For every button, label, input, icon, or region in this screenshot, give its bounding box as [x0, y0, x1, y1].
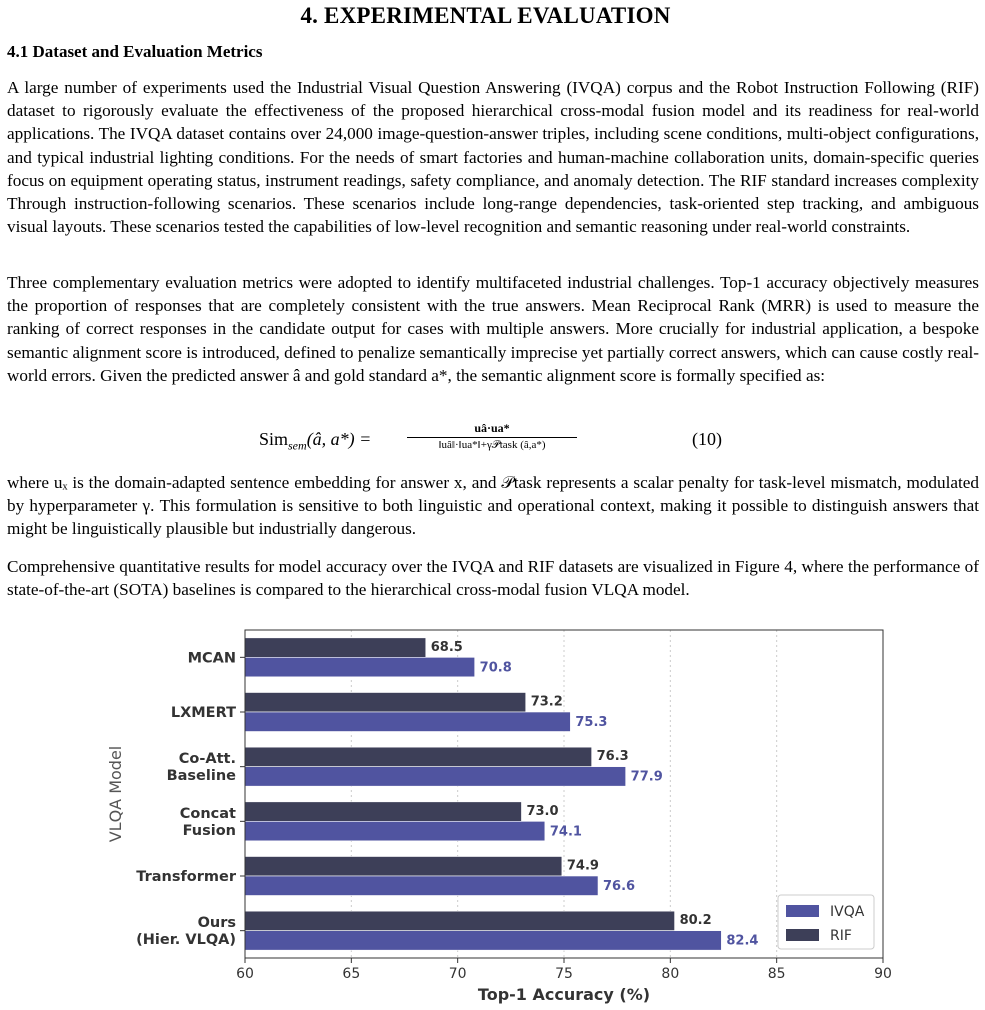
bar-rif [245, 857, 562, 877]
equation-lhs: Sim$_{sem}$(â, a*) = [259, 429, 372, 453]
bar-rif [245, 911, 675, 931]
y-tick-label: (Hier. VLQA) [136, 932, 236, 949]
bar-label-ivqa: 77.9 [630, 769, 663, 785]
bar-ivqa [245, 931, 721, 951]
paragraph-embedding: where uₓ is the domain-adapted sentence embedding for answer x, and 𝒫task represents a scalar penalty for task-level mismatch, modulated by hyperparameter γ. This formulation is sensitive to both linguistic and operational context, making it possible to distinguish answers that might be linguistically plausible but industrially dangerous. [7, 473, 979, 539]
bar-rif [245, 693, 526, 713]
bar-ivqa [245, 712, 570, 732]
y-tick-label: Ours [197, 915, 236, 932]
bar-rif [245, 747, 592, 767]
equation-numerator: uâ·ua* [407, 421, 577, 438]
x-tick-label: 60 [236, 966, 254, 982]
bar-label-ivqa: 70.8 [479, 660, 512, 676]
bar-label-ivqa: 76.6 [603, 879, 636, 894]
legend-swatch-ivqa [786, 905, 819, 917]
y-tick-label: Concat [179, 805, 236, 822]
bar-label-rif: 80.2 [679, 913, 712, 929]
legend-label-ivqa: IVQA [830, 904, 865, 920]
paragraph-metrics: Three complementary evaluation metrics were adopted to identify multifaceted industrial challenges. Top-1 accuracy objectively measures the proportion of responses that are completely consistent with the true answers. Mean Reciprocal Rank (MRR) is used to measure the ranking of correct responses in the candidate output for cases with multiple answers. More crucially for industrial application, a bespoke semantic alignment score is introduced, defined to penalize semantically imprecise yet partially correct answers, which can cause costly real-world errors. Given the predicted answer â and gold standard a*, the semantic alignment score is formally specified as: [7, 273, 979, 385]
bar-label-ivqa: 75.3 [575, 715, 608, 730]
equation-denominator: ‖uâ‖·‖ua*‖+γ𝒫task (â,a*) [438, 439, 546, 451]
paragraph-figure-ref: Comprehensive quantitative results for model accuracy over the IVQA and RIF datasets are visualized in Figure 4, where the performance of state-of-the-art (SOTA) baselines is compared to the hierarchical cross-modal fusion VLQA model. [7, 557, 979, 600]
x-tick-label: 65 [342, 966, 361, 982]
bar-label-rif: 68.5 [430, 639, 463, 655]
y-tick-label: Co-Att. [178, 751, 236, 768]
bar-rif [245, 638, 426, 658]
x-tick-label: 70 [448, 966, 467, 982]
bar-label-rif: 74.9 [566, 858, 599, 874]
y-tick-label: Fusion [182, 822, 236, 839]
x-tick-label: 90 [874, 966, 892, 982]
y-tick-label: Baseline [166, 768, 236, 785]
bar-label-ivqa: 82.4 [726, 933, 759, 949]
legend-swatch-rif [786, 929, 819, 941]
bar-rif [245, 802, 521, 822]
legend-label-rif: RIF [830, 928, 852, 944]
equation-number: (10) [692, 429, 722, 449]
bar-label-ivqa: 74.1 [549, 824, 582, 840]
y-tick-label: Transformer [136, 869, 236, 885]
y-tick-label: MCAN [187, 650, 236, 667]
bar-ivqa [245, 821, 545, 841]
bar-label-rif: 76.3 [596, 749, 629, 765]
x-axis-label: Top-1 Accuracy (%) [477, 985, 651, 1004]
bar-ivqa [245, 876, 598, 896]
subsection-title: 4.1 Dataset and Evaluation Metrics [7, 42, 263, 61]
x-tick-label: 75 [555, 966, 573, 982]
paragraph-datasets: A large number of experiments used the Industrial Visual Question Answering (IVQA) corpus and the Robot Instruction Following (RIF) dataset to rigorously evaluate the effectiveness of the proposed hierarchical cross-modal fusion model and its readiness for real-world applications. The IVQA dataset contains over 24,000 image-question-answer triples, including scene conditions, multi-object configurations, and typical industrial lighting conditions. For the needs of smart factories and human-machine collaboration units, domain-specific queries focus on equipment operating status, instrument readings, safety compliance, and anomaly detection. The RIF standard increases complexity Through instruction-following scenarios. These scenarios include long-range dependencies, task-oriented step tracking, and ambiguous visual layouts. These scenarios tested the capabilities of low-level recognition and semantic reasoning under real-world constraints. [7, 78, 979, 237]
bar-ivqa [245, 657, 475, 677]
section-title: 4. EXPERIMENTAL EVALUATION [300, 3, 671, 28]
y-axis-label: VLQA Model [106, 745, 125, 843]
x-tick-label: 85 [767, 966, 786, 982]
bar-label-rif: 73.0 [526, 803, 559, 819]
y-tick-label: LXMERT [170, 705, 236, 721]
bar-ivqa [245, 767, 626, 787]
bar-label-rif: 73.2 [530, 694, 563, 710]
x-tick-label: 80 [661, 966, 680, 982]
